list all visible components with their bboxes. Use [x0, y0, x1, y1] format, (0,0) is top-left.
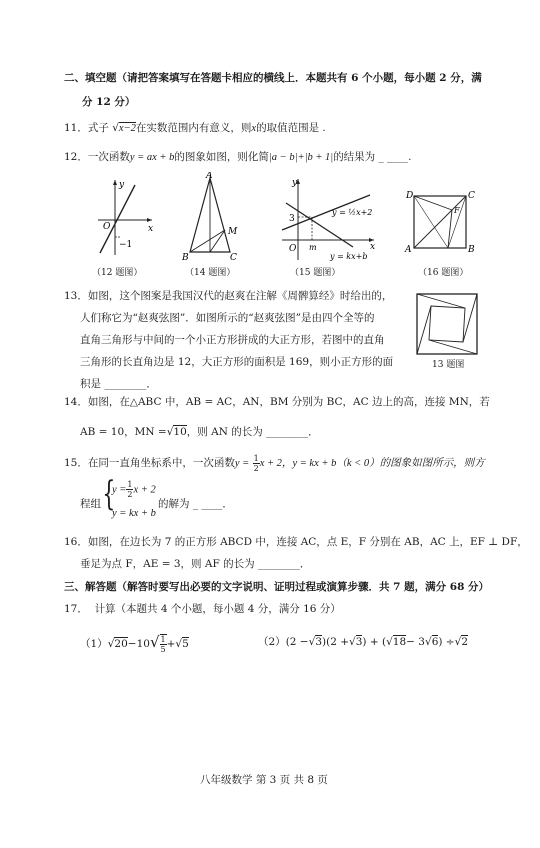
fig15-label-o: O — [289, 244, 297, 254]
figure-13-zhao-shuang-diagram — [415, 292, 479, 356]
q14-num: 14． — [64, 396, 88, 408]
question-15-tail: 的解为 _ ____． — [158, 498, 233, 510]
q11-var: x — [251, 123, 257, 134]
q11-sqrt: √x−2 — [112, 122, 136, 134]
fig15-label-line2: y = kx+b — [330, 252, 368, 261]
fig14-label-m: M — [228, 227, 238, 237]
question-11 — [64, 121, 326, 136]
page-footer: 八年级数学 第 3 页 共 8 页 — [200, 774, 328, 786]
question-14-line-1: 14．如图，在△ABC 中，AB = AC，AN，BM 分别为 BC，AC 边上的高，连接 MN，若 — [64, 396, 490, 408]
question-15-line-1: 15．在同一直角坐标系中，一次函数y = $\frac{1}{2}$ x + 2，y = kx + b（k < 0）的图象如图所示，则方 — [64, 453, 485, 473]
fig16-label-c: C — [468, 191, 475, 201]
q12-text-a: 一次函数 — [87, 151, 130, 163]
fig15-label-m: m — [309, 243, 317, 252]
q15-system-brace: { — [102, 474, 116, 514]
fig14-label-b: B — [182, 253, 189, 262]
q15-system-eq-2: y = kx + b — [112, 508, 156, 519]
question-14-line-2: AB = 10，MN =√10，则 AN 的长为 ________． — [80, 426, 319, 438]
fig12-label-o: O — [103, 222, 111, 232]
fig16-label-a: A — [405, 245, 412, 255]
section-2-title: 二、填空题（请把答案填写在答题卡相应的横线上．本题共有 6 个小题，每小题 2 分，满 — [64, 72, 482, 84]
question-15-sys-label: 程组 — [80, 498, 101, 510]
fig15-label-x: x — [370, 242, 376, 252]
section-3-title: 三、解答题（解答时要写出必要的文字说明、证明过程或演算步骤．共 7 题，满分 68 分） — [64, 581, 490, 593]
fig16-label-d: D — [406, 191, 414, 201]
q17-part-2: （2）(2 −√3)(2 +√3) + (√18− 3√6) ÷√2 — [258, 636, 468, 648]
figure-13-caption: 13 题图 — [432, 360, 465, 370]
q11-text-c: 的取值范围是 . — [256, 122, 326, 134]
fig12-label-neg1: −1 — [119, 240, 133, 250]
figure-16 — [400, 188, 480, 258]
q15-frac-half: $\frac{1}{2}$ — [253, 453, 259, 473]
question-17: 17． 计算（本题共 4 个小题，每小题 4 分，满分 16 分） — [64, 603, 341, 615]
fig15-label-y: y — [292, 178, 298, 188]
figure-15 — [278, 175, 378, 263]
question-13-line-1: 13．如图，这个图案是我国汉代的赵爽在注解《周髀算经》时给出的， — [64, 290, 393, 302]
q11-num: 11． — [64, 122, 88, 134]
fig15-label-3: 3 — [289, 214, 295, 224]
fig16-label-b: B — [468, 245, 475, 255]
figure-14 — [180, 172, 250, 262]
fig12-label-x: x — [148, 224, 154, 234]
fig14-label-c: C — [230, 253, 237, 262]
question-13-line-2: 人们称它为“赵爽弦图”．如图所示的“赵爽弦图”是由四个全等的 — [80, 312, 375, 324]
question-16-line-2: 垂足为点 F，AE = 3，则 AF 的长为 ________． — [80, 558, 311, 570]
fig14-label-a: A — [206, 172, 213, 181]
fig12-label-y: y — [119, 180, 125, 190]
figure-16-caption: （16 题图） — [418, 268, 469, 278]
question-13-line-3: 直角三角形与中间的一个小正方形拼成的大正方形，若图中的直角 — [80, 334, 385, 346]
q11-text-b: 在实数范围内有意义，则 — [135, 122, 252, 134]
q12-num: 12． — [64, 151, 88, 163]
q13-num: 13． — [64, 290, 88, 302]
q12-func: y = ax + b — [129, 152, 175, 163]
q12-expr: |a − b|+|b + 1| — [268, 152, 334, 163]
question-13-line-4: 三角形的长直角边是 12，大正方形的面积是 169，则小正方形的面 — [80, 356, 394, 368]
q12-text-b: 的图象如图，则化简 — [174, 151, 269, 163]
q15-system-eq-1: y = $\frac{1}{2}$ x + 2 — [112, 480, 156, 499]
fig15-label-line1: y = ½x+2 — [332, 208, 373, 217]
figure-12-caption: （12 题图） — [92, 268, 143, 278]
q15-num: 15． — [64, 457, 88, 469]
q17-num: 17． — [64, 603, 88, 615]
figure-12 — [90, 175, 160, 260]
question-16-line-1: 16．如图，在边长为 7 的正方形 ABCD 中，连接 AC，点 E，F 分别在 AB，AC 上，EF ⊥ DF， — [64, 536, 528, 548]
q11-text-a: 式子 — [87, 122, 109, 134]
question-12 — [64, 150, 411, 165]
q16-num: 16． — [64, 536, 88, 548]
figure-14-caption: （14 题图） — [185, 268, 236, 278]
q12-text-c: 的结果为 _ ____. — [333, 151, 412, 163]
section-2-title-cont: 分 12 分） — [82, 96, 136, 108]
question-13-line-5: 积是 ________． — [80, 378, 157, 390]
figure-15-caption: （15 题图） — [290, 268, 341, 278]
q17-part-1: （1）√20−10√ $\frac{1}{5}$ +√5 — [80, 633, 189, 654]
fig16-label-f: F — [454, 206, 460, 215]
